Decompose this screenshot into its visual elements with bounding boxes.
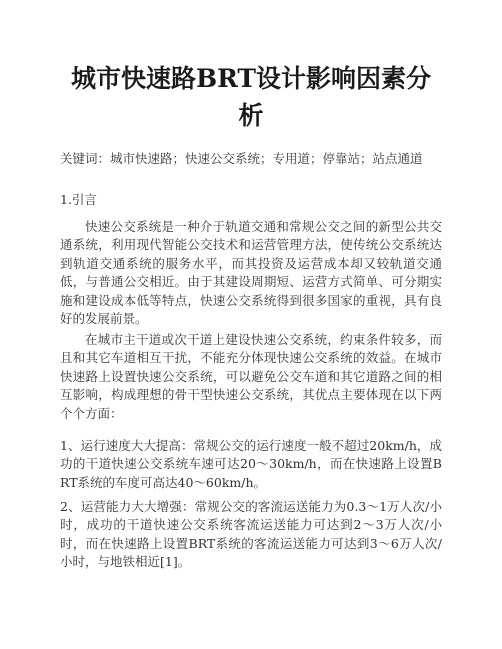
paragraph-intro: 快速公交系统是一种介于轨道交通和常规公交之间的新型公共交通系统，利用现代智能公交技术和运营管理方法，使传统公交系统达到轨道交通系统的服务水平，而其投资及运营成本却又较轨道交通低，与普通公交相近。由于其建设周期短、运营方式简单、可分期实施和建设成本低等特点，快速公交系统得到很多国家的重视，具有良好的发展前景。 bbox=[60, 219, 442, 327]
document-title: 城市快速路BRT设计影响因素分析 bbox=[70, 64, 432, 130]
paragraph-advantages: 在城市主干道或次干道上建设快速公交系统，约束条件较多，而且和其它车道相互干扰，不能充分体现快速公交系统的效益。在城市快速路上设置快速公交系统，可以避免公交车道和其它道路之间的相互影响，构成理想的骨干型快速公交系统，其优点主要体现在以下两个个方面： bbox=[60, 332, 442, 421]
paragraph-capacity: 2、运营能力大大增强：常规公交的客流运送能力为0.3～1万人次/小时，成功的干道快速公交系统客流运送能力可达到2～3万人次/小时，而在快速路上设置BRT系统的客流运送能力可达到3～6万人次/小时，与地铁相近[1]。 bbox=[60, 499, 442, 570]
section-heading: 1.引言 bbox=[60, 192, 97, 207]
keywords-line: 关键词：城市快速路；快速公交系统；专用道；停靠站；站点通道 bbox=[60, 151, 423, 166]
paragraph-speed: 1、运行速度大大提高：常规公交的运行速度一般不超过20km/h，成功的干道快速公交系统车速可达20～30km/h，而在快速路上设置BRT系统的车度可高达40～60km/h。 bbox=[60, 438, 442, 490]
